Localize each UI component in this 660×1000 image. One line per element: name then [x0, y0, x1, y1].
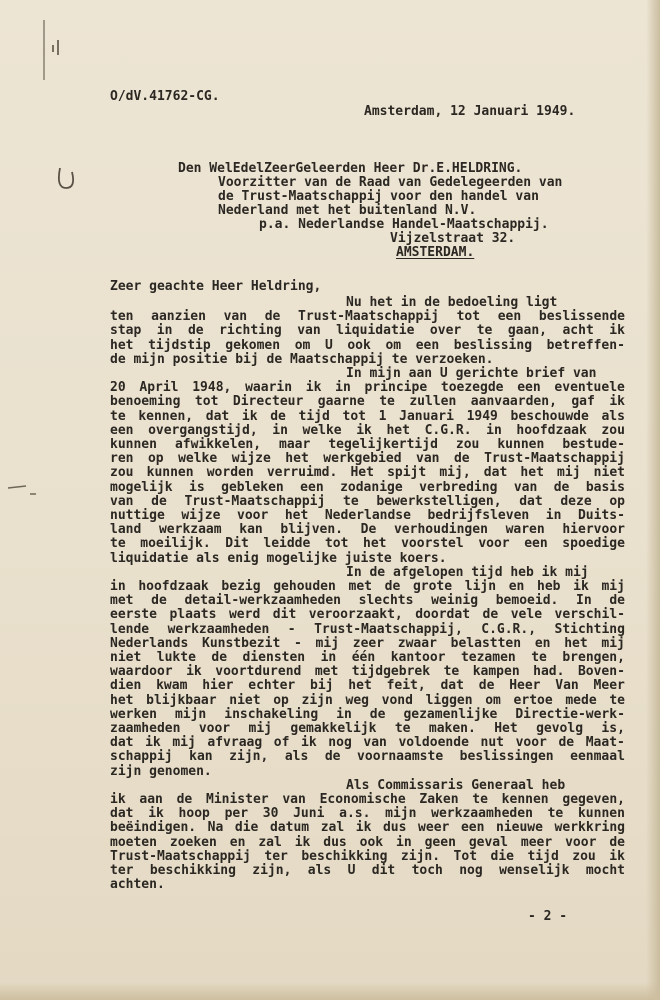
body-line: lende werkzaamheden - Trust-Maatschappij, C.G.R., Stichting — [110, 621, 625, 637]
staple-mark — [53, 40, 58, 55]
body-line: In mijn aan U gerichte brief van — [346, 366, 597, 381]
address-line: p.a. Nederlandse Handel-Maatschappij. — [259, 217, 549, 232]
body-line: mogelijk is gebleken een zodanige verbreding van de basis — [110, 479, 625, 495]
body-line: werken mijn inschakeling in de gezamenlijke Directie-werk- — [110, 706, 625, 722]
body-line: eerste plaats werd dit veroorzaakt, doordat de vele verschil- — [110, 607, 625, 623]
body-line: in hoofdzaak bezig gehouden met de grote lijn en heb ik mij — [110, 579, 625, 594]
body-line: Nu het in de bedoeling ligt — [346, 295, 558, 310]
address-line: Nederland met het buitenland N.V. — [218, 203, 477, 218]
body-line: een overgangstijd, in welke ik het C.G.R. in hoofdzaak zou — [110, 422, 625, 438]
body-line: 20 April 1948, waarin ik in principe toezegde een eventuele — [110, 380, 625, 396]
address-city: AMSTERDAM. — [396, 245, 475, 260]
body-line: te kennen, dat ik de tijd tot 1 Januari 1949 beschouwde als — [110, 408, 625, 424]
body-line: van de Trust-Maatschappij te bewerkstelligen, dat deze op — [110, 493, 625, 509]
body-line: zijn genomen. — [110, 763, 212, 779]
reference-number: O/dV.41762-CG. — [110, 89, 220, 104]
salutation: Zeer geachte Heer Heldring, — [110, 279, 322, 294]
paper-edge-bottom — [0, 982, 660, 1000]
address-line: Vijzelstraat 32. — [390, 231, 516, 246]
place-and-date: Amsterdam, 12 Januari 1949. — [364, 104, 576, 119]
body-line: Nederlands Kunstbezit - mij zeer zwaar belastten en het mij — [110, 635, 625, 651]
body-line: het tijdstip gekomen om U ook om een beslissing betreffen- — [110, 337, 625, 353]
body-line: land werkzaam kan blijven. De verhoudingen waren hiervoor — [110, 522, 625, 538]
body-line: dat ik hoop per 30 Juni a.s. mijn werkzaamheden te kunnen — [110, 806, 625, 822]
body-line: niet lukte de diensten in één kantoor tezamen te brengen, — [110, 650, 625, 665]
body-line: ten aanzien van de Trust-Maatschappij tot een beslissende — [110, 309, 625, 325]
body-line: Trust-Maatschappij ter beschikking zijn. Tot die tijd zou ik — [110, 848, 625, 864]
body-line: liquidatie als enig mogelijke juiste koers. — [110, 550, 447, 566]
body-line: Als Commissaris Generaal heb — [346, 777, 566, 793]
body-line: het blijkbaar niet op zijn weg vond liggen om ertoe mede te — [110, 692, 625, 708]
punch-mark-curve — [59, 168, 73, 188]
body-line: moeten zoeken en zal ik dus ook in geen geval meer voor de — [110, 834, 625, 850]
body-line: waardoor ik voortdurend met tijdgebrek te kampen had. Boven- — [110, 664, 625, 680]
body-line: beëindigen. Na die datum zal ik dus weer een nieuwe werkkring — [110, 820, 625, 836]
address-line: Voorzitter van de Raad van Gedelegeerden van — [218, 175, 563, 190]
body-line: benoeming tot Directeur gaarne te zullen aanvaarden, gaf ik — [110, 394, 625, 410]
body-line: nuttige wijze voor het Nederlandse bedrijfsleven in Duits- — [110, 508, 625, 523]
body-line: kunnen afwikkelen, maar tegelijkertijd zou kunnen bestude- — [110, 437, 625, 452]
address-line: Den WelEdelZeerGeleerden Heer Dr.E.HELDRING. — [178, 161, 523, 176]
body-line: met de detail-werkzaamheden slechts weinig bemoeid. In de — [110, 593, 625, 609]
paper-edge-right — [646, 0, 660, 1000]
punch-mark-middle — [8, 486, 36, 494]
body-line: achten. — [110, 877, 165, 893]
body-line: dat ik mij afvraag of ik nog van voldoende nut voor de Maat- — [110, 735, 625, 751]
body-line: zaamheden voor mij gemakkelijk te maken. Het gevolg is, — [110, 721, 625, 736]
body-line: de mijn positie bij de Maatschappij te verzoeken. — [110, 351, 494, 367]
address-line: de Trust-Maatschappij voor den handel van — [218, 189, 539, 204]
body-line: ik aan de Minister van Economische Zaken te kennen gegeven, — [110, 792, 625, 807]
body-line: In de afgelopen tijd heb ik mij — [346, 564, 589, 580]
body-line: stap in de richting van liquidatie over te gaan, acht ik — [110, 323, 625, 339]
body-line: zou kunnen worden verruimd. Het spijt mij, dat het mij niet — [110, 465, 625, 481]
body-line: schappij kan zijn, als de voornaamste beslissingen eenmaal — [110, 749, 625, 765]
body-line: te moeilijk. Dit leidde tot het voorstel voor een spoedige — [110, 536, 625, 552]
page-number: - 2 - — [528, 909, 568, 924]
body-line: dien kwam hier echter bij het feit, dat de Heer Van Meer — [110, 678, 625, 694]
body-line: ter beschikking zijn, als U dit toch nog wenselijk mocht — [110, 863, 625, 878]
body-line: ren op welke wijze het werkgebied van de Trust-Maatschappij — [110, 451, 625, 467]
